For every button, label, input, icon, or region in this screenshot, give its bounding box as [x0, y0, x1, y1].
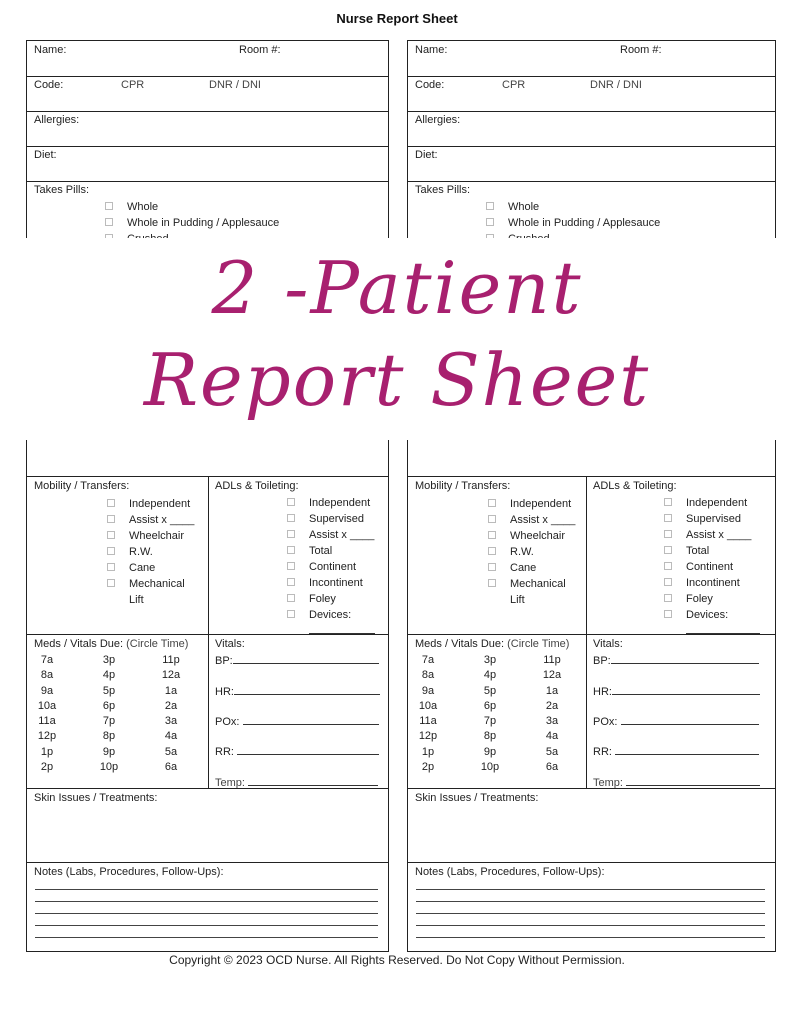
checkbox-icon [664, 546, 672, 554]
cpr-option[interactable]: CPR [121, 79, 145, 91]
checkbox-icon [107, 499, 115, 507]
patient-info-block [407, 40, 776, 250]
pill-option[interactable]: Whole [105, 199, 279, 215]
checkbox-icon [664, 610, 672, 618]
mobility-option[interactable]: Cane [488, 560, 575, 576]
code-label: Code: [415, 79, 445, 91]
time-option[interactable]: 3p [102, 654, 116, 666]
checkbox-icon [488, 563, 496, 571]
bp-field[interactable]: BP: [215, 653, 379, 667]
time-option[interactable]: 4a [545, 730, 559, 743]
name-label: Name: [415, 44, 448, 56]
allergies-row[interactable] [27, 111, 388, 147]
code-row[interactable] [408, 76, 775, 112]
code-row[interactable] [27, 76, 388, 112]
dnr-option[interactable]: DNR / DNI [209, 79, 261, 91]
checkbox-icon [105, 218, 113, 226]
checkbox-icon [287, 562, 295, 570]
time-option[interactable]: 7p [102, 715, 116, 728]
checkbox-icon [488, 547, 496, 555]
time-option[interactable]: 8a [421, 669, 435, 682]
time-option[interactable]: 6p [102, 699, 116, 712]
vitals-label: Vitals: [593, 638, 623, 650]
notes-label: Notes (Labs, Procedures, Follow-Ups): [34, 866, 224, 878]
temp-field[interactable]: Temp: [593, 775, 760, 789]
checkbox-icon [488, 499, 496, 507]
devices-line[interactable] [664, 623, 760, 639]
adl-option[interactable]: Independent [664, 495, 760, 511]
time-option[interactable]: 7p [483, 715, 497, 728]
time-option[interactable]: 3a [164, 715, 178, 728]
time-option[interactable]: 5a [164, 745, 178, 758]
mobility-options [488, 496, 575, 608]
rr-field[interactable]: RR: [215, 744, 379, 758]
time-option[interactable]: 2a [164, 699, 178, 712]
adl-option[interactable]: Supervised [287, 511, 375, 527]
mobility-option[interactable]: Cane [107, 560, 194, 576]
mobility-options [107, 496, 194, 608]
rr-field[interactable]: RR: [593, 744, 759, 758]
page-title: Nurse Report Sheet [336, 11, 458, 26]
skin-label: Skin Issues / Treatments: [415, 792, 539, 804]
time-option[interactable]: 11p [162, 654, 180, 666]
devices-line[interactable] [287, 623, 375, 639]
name-row[interactable] [27, 41, 388, 77]
vitals-section [593, 638, 771, 788]
time-option[interactable]: 7a [421, 654, 435, 666]
takes-pills-label: Takes Pills: [34, 184, 90, 196]
adl-option[interactable]: Incontinent [664, 575, 760, 591]
mobility-option[interactable]: Wheelchair [107, 528, 194, 544]
time-option[interactable]: 10a [37, 699, 57, 712]
checkbox-icon [107, 531, 115, 539]
adl-option[interactable]: Assist x ____ [664, 527, 760, 543]
time-option[interactable]: 10p [480, 761, 500, 774]
banner-line-1: 2 -Patient [211, 246, 583, 330]
adls-label: ADLs & Toileting: [215, 480, 299, 492]
checkbox-icon [287, 530, 295, 538]
code-label: Code: [34, 79, 64, 91]
times-grid [33, 653, 203, 783]
meds-due-label: Meds / Vitals Due: (Circle Time) [415, 638, 570, 650]
time-option[interactable]: 2p [40, 761, 54, 774]
title-banner [0, 238, 794, 440]
time-option[interactable]: 11p [543, 654, 561, 666]
times-grid [414, 653, 584, 783]
mobility-option[interactable]: R.W. [107, 544, 194, 560]
adl-option[interactable]: Independent [287, 495, 375, 511]
checkbox-icon [664, 594, 672, 602]
checkbox-icon [107, 515, 115, 523]
checkbox-icon [664, 498, 672, 506]
notes-lines[interactable] [35, 878, 378, 938]
time-option[interactable]: 10p [99, 761, 119, 774]
checkbox-icon [488, 531, 496, 539]
adl-options [664, 495, 760, 639]
banner-line-2: Report Sheet [143, 338, 651, 422]
diet-row[interactable] [408, 146, 775, 182]
time-option[interactable]: 4a [164, 730, 178, 743]
diet-label: Diet: [415, 149, 438, 161]
time-option[interactable]: 5p [483, 684, 497, 697]
allergies-row[interactable] [408, 111, 775, 147]
diet-label: Diet: [34, 149, 57, 161]
time-option[interactable]: 11a [38, 715, 56, 728]
allergies-label: Allergies: [34, 114, 80, 126]
dnr-option[interactable]: DNR / DNI [590, 79, 642, 91]
checkbox-icon [664, 578, 672, 586]
time-option[interactable]: 4p [483, 669, 497, 682]
checkbox-icon [107, 547, 115, 555]
checkbox-icon [287, 498, 295, 506]
time-option[interactable]: 11a [419, 715, 437, 728]
care-block [407, 440, 776, 952]
notes-lines[interactable] [416, 878, 765, 938]
mobility-option[interactable]: Independent [107, 496, 194, 512]
time-option[interactable]: 1p [40, 745, 54, 758]
name-row[interactable] [408, 41, 775, 77]
checkbox-icon [105, 202, 113, 210]
adl-option[interactable]: Devices: [664, 607, 760, 623]
time-option[interactable]: 12a [161, 669, 181, 682]
time-option[interactable]: 7a [40, 654, 54, 666]
checkbox-icon [488, 579, 496, 587]
time-option[interactable]: 10a [418, 699, 438, 712]
mobility-option[interactable]: Mechanical [107, 576, 194, 592]
mobility-option[interactable]: Assist x ____ [107, 512, 194, 528]
mobility-option[interactable]: Wheelchair [488, 528, 575, 544]
checkbox-icon [287, 594, 295, 602]
adl-option[interactable]: Total [664, 543, 760, 559]
mobility-option[interactable]: Mechanical [488, 576, 575, 592]
adl-options [287, 495, 375, 639]
time-option[interactable]: 12p [37, 730, 57, 743]
checkbox-icon [488, 515, 496, 523]
care-block [26, 440, 389, 952]
cpr-option[interactable]: CPR [502, 79, 526, 91]
checkbox-icon [287, 514, 295, 522]
time-option[interactable]: 9a [40, 684, 54, 697]
time-option[interactable]: 6p [483, 699, 497, 712]
time-option[interactable]: 4p [102, 669, 116, 682]
time-option[interactable]: 1a [545, 684, 559, 697]
adl-option[interactable]: Assist x ____ [287, 527, 375, 543]
time-option[interactable]: 9a [421, 684, 435, 697]
mobility-option[interactable]: Assist x ____ [488, 512, 575, 528]
adl-option[interactable]: Foley [664, 591, 760, 607]
patient-info-block [26, 40, 389, 250]
adl-option[interactable]: Foley [287, 591, 375, 607]
adl-option[interactable]: Incontinent [287, 575, 375, 591]
time-option[interactable]: 1a [164, 684, 178, 697]
mobility-option[interactable]: R.W. [488, 544, 575, 560]
pill-option[interactable]: Whole [486, 199, 660, 215]
notes-label: Notes (Labs, Procedures, Follow-Ups): [415, 866, 605, 878]
time-option[interactable]: 3p [483, 654, 497, 666]
checkbox-icon [664, 530, 672, 538]
pill-option[interactable]: Whole in Pudding / Applesauce [486, 215, 660, 231]
bp-field[interactable]: BP: [593, 653, 759, 667]
time-option[interactable]: 2a [545, 699, 559, 712]
checkbox-icon [664, 514, 672, 522]
time-option[interactable]: 8p [102, 730, 116, 743]
adl-option[interactable]: Continent [287, 559, 375, 575]
adl-option[interactable]: Supervised [664, 511, 760, 527]
checkbox-icon [664, 562, 672, 570]
checkbox-icon [287, 546, 295, 554]
adl-option[interactable]: Devices: [287, 607, 375, 623]
copyright-footer: Copyright © 2023 OCD Nurse. All Rights Reserved. Do Not Copy Without Permission. [169, 953, 625, 967]
mobility-label: Mobility / Transfers: [415, 480, 511, 492]
adls-label: ADLs & Toileting: [593, 480, 677, 492]
vitals-section [215, 638, 385, 788]
checkbox-icon [287, 610, 295, 618]
mobility-label: Mobility / Transfers: [34, 480, 130, 492]
time-option[interactable]: 9p [483, 745, 497, 758]
hr-field[interactable]: HR: [215, 684, 380, 698]
adl-option[interactable]: Total [287, 543, 375, 559]
checkbox-icon [486, 218, 494, 226]
checkbox-icon [107, 563, 115, 571]
mobility-option[interactable]: Independent [488, 496, 575, 512]
vitals-label: Vitals: [215, 638, 245, 650]
time-option[interactable]: 1p [421, 745, 435, 758]
pox-field[interactable]: POx: [593, 714, 759, 728]
diet-row[interactable] [27, 146, 388, 182]
time-option[interactable]: 5p [102, 684, 116, 697]
meds-due-label: Meds / Vitals Due: (Circle Time) [34, 638, 189, 650]
checkbox-icon [287, 578, 295, 586]
mobility-option-cont: Lift [510, 594, 525, 606]
time-option[interactable]: 12a [542, 669, 562, 682]
pox-field[interactable]: POx: [215, 714, 379, 728]
checkbox-icon [486, 202, 494, 210]
time-option[interactable]: 2p [421, 761, 435, 774]
time-option[interactable]: 6a [545, 761, 559, 774]
allergies-label: Allergies: [415, 114, 461, 126]
name-label: Name: [34, 44, 67, 56]
skin-label: Skin Issues / Treatments: [34, 792, 158, 804]
time-option[interactable]: 5a [545, 745, 559, 758]
time-option[interactable]: 12p [418, 730, 438, 743]
checkbox-icon [107, 579, 115, 587]
time-option[interactable]: 6a [164, 761, 178, 774]
hr-field[interactable]: HR: [593, 684, 760, 698]
adl-option[interactable]: Continent [664, 559, 760, 575]
mobility-option-cont: Lift [129, 594, 144, 606]
temp-field[interactable]: Temp: [215, 775, 378, 789]
time-option[interactable]: 3a [545, 715, 559, 728]
room-label: Room #: [620, 44, 662, 56]
time-option[interactable]: 8a [40, 669, 54, 682]
takes-pills-label: Takes Pills: [415, 184, 471, 196]
room-label: Room #: [239, 44, 281, 56]
time-option[interactable]: 9p [102, 745, 116, 758]
time-option[interactable]: 8p [483, 730, 497, 743]
pill-option[interactable]: Whole in Pudding / Applesauce [105, 215, 279, 231]
